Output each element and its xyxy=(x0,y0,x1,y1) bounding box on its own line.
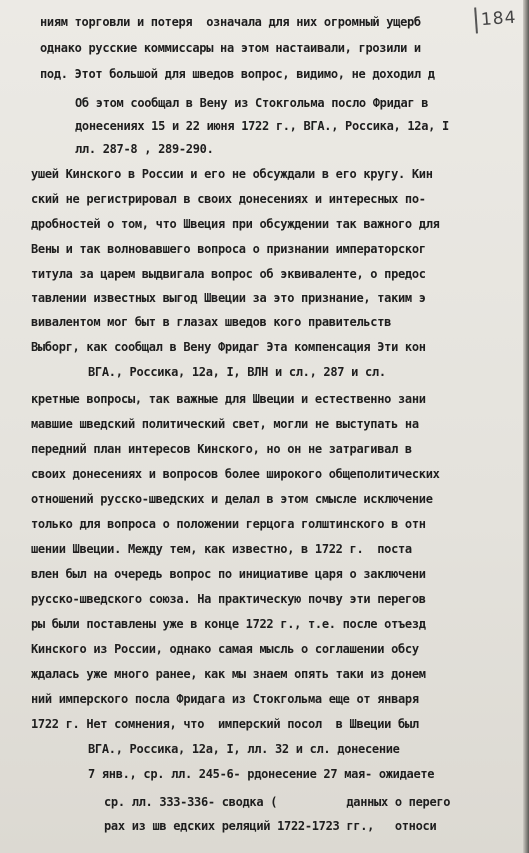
text-line: однако русские коммиссары на этом настаивали, грозили и xyxy=(40,41,421,55)
text-line: передний план интересов Кинского, но он не затрагивал в xyxy=(31,442,412,456)
text-line: ниям торговли и потеря означала для них огромный ущерб xyxy=(40,15,421,29)
text-line: русско-шведского союза. На практическую почву эти перегов xyxy=(31,592,426,606)
footnote-line: лл. 287-8 , 289-290. xyxy=(75,142,214,156)
footnote-line: ВГА., Россика, 12а, I, лл. 32 и сл. донесение xyxy=(88,742,400,756)
text-line: Выборг, как сообщал в Вену Фридаг Эта компенсация Эти кон xyxy=(31,340,426,354)
text-line: тавлении известных выгод Швеции за это признание, таким э xyxy=(31,291,426,305)
text-line: отношений русско-шведских и делал в этом смысле исключение xyxy=(31,492,433,506)
text-line: ушей Кинского в России и его не обсуждали в его кругу. Кин xyxy=(31,167,433,181)
text-line: вивалентом мог быт в глазах шведов кого правительств xyxy=(31,315,392,329)
text-line: ждалась уже много ранее, как мы знаем опять таки из донем xyxy=(31,667,426,681)
footnote-line: ср. лл. 333-336- сводка ( данных о перего xyxy=(104,795,451,809)
handwritten-page-number: 184 xyxy=(474,4,520,33)
text-line: шении Швеции. Между тем, как известно, в 1722 г. поста xyxy=(31,542,412,556)
footnote-line: 7 янв., ср. лл. 245-6- рдонесение 27 мая- ожидаете xyxy=(88,767,435,781)
text-line: влен был на очередь вопрос по инициативе царя о заключени xyxy=(31,567,426,581)
text-line: своих донесениях и вопросов более широкого общеполитических xyxy=(31,467,440,481)
text-line: 1722 г. Нет сомнения, что имперский посол в Швеции был xyxy=(31,717,419,731)
text-line: Кинского из России, однако самая мысль о соглашении обсу xyxy=(31,642,419,656)
footnote-line: донесениях 15 и 22 июня 1722 г., ВГА., Россика, 12а, I xyxy=(75,119,449,133)
text-line: только для вопроса о положении герцога голштинского в отн xyxy=(31,517,426,531)
text-line: Вены и так волновавшего вопроса о признании императорског xyxy=(31,242,426,256)
text-line: кретные вопросы, так важные для Швеции и естественно зани xyxy=(31,392,426,406)
page-edge-shadow xyxy=(523,0,529,853)
text-line: титула за царем выдвигала вопрос об эквиваленте, о предос xyxy=(31,267,426,281)
footnote-line: ВГА., Россика, 12а, I, ВЛН и сл., 287 и сл. xyxy=(88,365,386,379)
footnote-line: рах из шв едских реляций 1722-1723 гг., относи xyxy=(104,819,437,833)
footnote-line: Об этом сообщал в Вену из Стокгольма посло Фридаг в xyxy=(75,96,429,110)
text-line: мавшие шведский политический свет, могли не выступать на xyxy=(31,417,419,431)
text-line: ры были поставлены уже в конце 1722 г., т.е. после отъезд xyxy=(31,617,426,631)
text-line: под. Этот большой для шведов вопрос, видимо, не доходил д xyxy=(40,67,435,81)
text-line: дробностей о том, что Швеция при обсуждении так важного для xyxy=(31,217,440,231)
text-line: ний имперского посла Фридага из Стокгольма еще от января xyxy=(31,692,419,706)
text-line: ский не регистрировал в своих донесениях и интересных по- xyxy=(31,192,426,206)
